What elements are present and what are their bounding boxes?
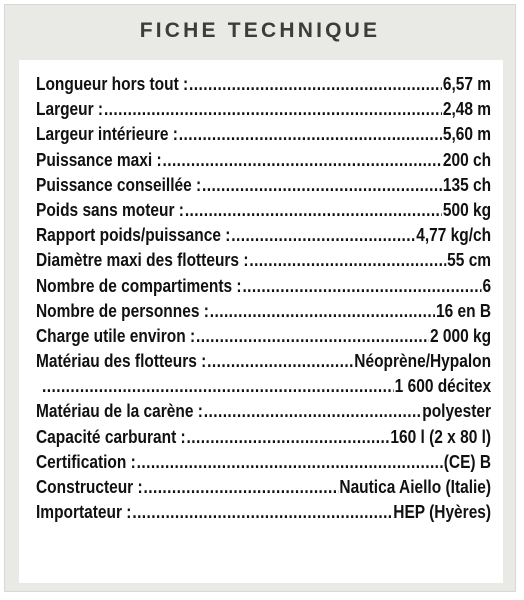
spec-label: Matériau de la carène : <box>36 401 203 422</box>
spec-row-width <box>36 97 491 122</box>
dot-leader <box>162 148 442 173</box>
dot-leader <box>189 72 442 97</box>
dot-leader <box>249 248 446 273</box>
spec-value: polyester <box>422 401 492 422</box>
spec-sheet <box>19 60 503 583</box>
spec-value: 2 000 kg <box>429 325 492 346</box>
dot-leader <box>196 324 429 349</box>
spec-label: Matériau des flotteurs : <box>36 351 207 372</box>
spec-label: Diamètre maxi des flotteurs : <box>36 250 249 271</box>
spec-label: Puissance conseillée : <box>36 174 202 195</box>
dot-leader <box>137 450 443 475</box>
dot-leader <box>187 425 390 450</box>
dot-leader <box>207 349 353 374</box>
spec-row-float-material <box>36 349 491 374</box>
spec-row-power-ratio <box>36 223 491 248</box>
spec-label: Rapport poids/puissance : <box>36 225 231 246</box>
spec-row-fuel-capacity <box>36 425 491 450</box>
spec-row-persons <box>36 299 491 324</box>
dot-leader <box>179 122 442 147</box>
spec-label: Largeur intérieure : <box>36 124 178 145</box>
spec-value: 5,60 m <box>442 124 492 145</box>
spec-row-builder <box>36 475 491 500</box>
dot-leader <box>202 173 442 198</box>
spec-row-max-power <box>36 148 491 173</box>
spec-value: 160 l (2 x 80 l) <box>390 426 492 447</box>
dot-leader <box>185 198 442 223</box>
spec-label: Importateur : <box>36 502 132 523</box>
spec-row-importer <box>36 500 491 525</box>
spec-label: Largeur : <box>36 99 104 120</box>
spec-label: Puissance maxi : <box>36 149 162 170</box>
spec-row-float-diameter <box>36 248 491 273</box>
spec-value: 6 <box>482 275 492 296</box>
spec-row-compartments <box>36 274 491 299</box>
dot-leader <box>132 500 392 525</box>
spec-row-payload <box>36 324 491 349</box>
spec-value: 4,77 kg/ch <box>416 225 492 246</box>
spec-row-float-material-continued <box>36 374 491 399</box>
spec-label: Constructeur : <box>36 477 143 497</box>
spec-value: 500 kg <box>442 199 492 220</box>
spec-card <box>4 4 516 592</box>
spec-value: Nautica Aiello (Italie) <box>339 477 492 497</box>
spec-value: 200 ch <box>442 149 492 170</box>
spec-label: Capacité carburant : <box>36 426 186 447</box>
spec-value: Néoprène/Hypalon <box>354 351 492 372</box>
spec-value: 6,57 m <box>442 74 492 94</box>
spec-label: Nombre de personnes : <box>36 300 209 321</box>
spec-value: HEP (Hyères) <box>393 502 492 523</box>
spec-label: Certification : <box>36 451 136 472</box>
spec-label: Longueur hors tout : <box>36 74 189 94</box>
spec-row-hull-material <box>36 399 491 424</box>
spec-label: Charge utile environ : <box>36 325 196 346</box>
dot-leader <box>204 399 422 424</box>
spec-value: 55 cm <box>447 250 492 271</box>
spec-value: (CE) B <box>443 451 492 472</box>
spec-value: 2,48 m <box>442 99 492 120</box>
dot-leader <box>104 97 442 122</box>
dot-leader <box>144 475 339 500</box>
spec-row-weight <box>36 198 491 223</box>
dot-leader <box>210 299 435 324</box>
dot-leader <box>242 274 481 299</box>
spec-row-certification <box>36 450 491 475</box>
card-title: FICHE TECHNIQUE <box>139 19 381 42</box>
spec-value: 1 600 décitex <box>394 376 492 397</box>
dot-leader <box>231 223 415 248</box>
spec-label: Poids sans moteur : <box>36 199 184 220</box>
spec-row-inner-width <box>36 122 491 147</box>
spec-value: 16 en B <box>436 300 492 321</box>
spec-row-recommended-power <box>36 173 491 198</box>
dot-leader <box>42 374 394 399</box>
spec-row-length <box>36 72 491 97</box>
spec-value: 135 ch <box>442 174 492 195</box>
spec-label: Nombre de compartiments : <box>36 275 242 296</box>
